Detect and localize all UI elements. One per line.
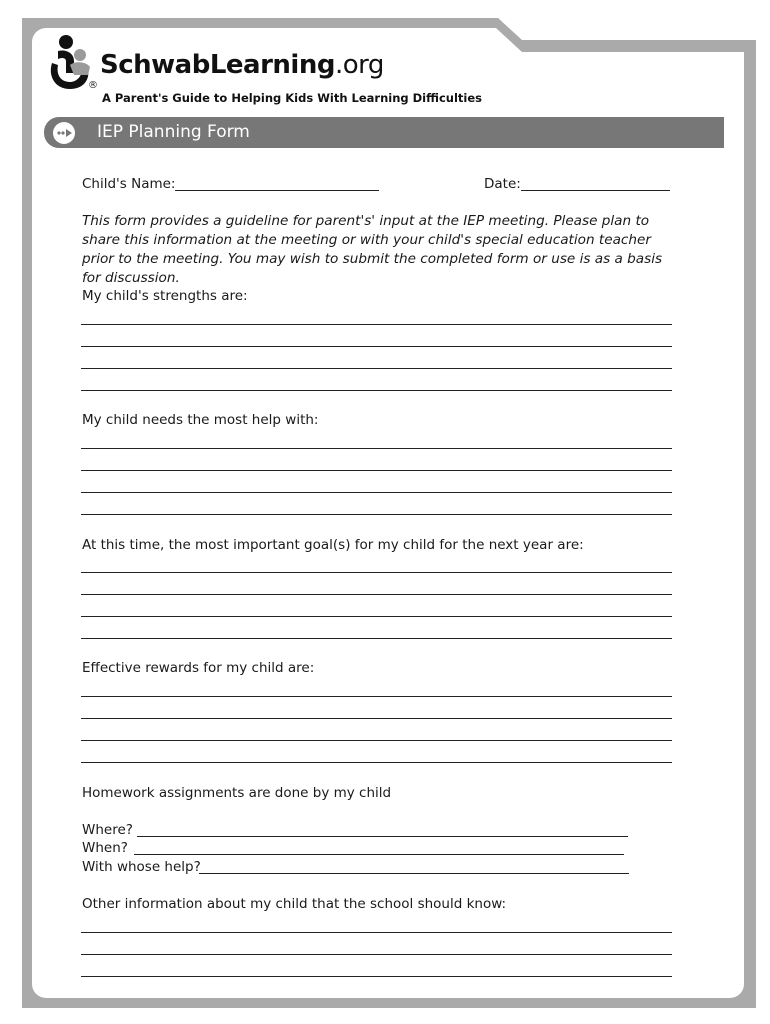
homework-label: Homework assignments are done by my child xyxy=(82,785,392,801)
whose-help-label: With whose help? xyxy=(82,859,201,875)
help-line[interactable] xyxy=(81,514,672,515)
help-line[interactable] xyxy=(81,492,672,493)
rewards-line[interactable] xyxy=(81,718,672,719)
speech-dots-icon xyxy=(52,121,76,145)
goals-line[interactable] xyxy=(81,616,672,617)
other-info-line[interactable] xyxy=(81,932,672,933)
help-line[interactable] xyxy=(81,470,672,471)
goals-line[interactable] xyxy=(81,594,672,595)
goals-label: At this time, the most important goal(s) for my child for the next year are: xyxy=(82,537,584,553)
page-title: IEP Planning Form xyxy=(97,122,250,142)
strengths-line[interactable] xyxy=(81,368,672,369)
strengths-label: My child's strengths are: xyxy=(82,288,248,304)
goals-line[interactable] xyxy=(81,638,672,639)
rewards-line[interactable] xyxy=(81,696,672,697)
goals-line[interactable] xyxy=(81,572,672,573)
rewards-line[interactable] xyxy=(81,762,672,763)
where-label: Where? xyxy=(82,822,133,838)
brand-name xyxy=(100,50,384,80)
strengths-line[interactable] xyxy=(81,390,672,391)
brand-name-bold: SchwabLearning xyxy=(100,50,335,80)
child-name-field[interactable] xyxy=(175,190,379,191)
rewards-label: Effective rewards for my child are: xyxy=(82,660,315,676)
strengths-line[interactable] xyxy=(81,324,672,325)
child-name-label: Child's Name: xyxy=(82,176,176,192)
form-sheet xyxy=(32,28,744,998)
whose-help-field[interactable] xyxy=(199,873,629,874)
date-label: Date: xyxy=(484,176,521,192)
strengths-line[interactable] xyxy=(81,346,672,347)
brand-name-suffix: .org xyxy=(334,50,384,80)
where-field[interactable] xyxy=(137,836,628,837)
other-info-line[interactable] xyxy=(81,976,672,977)
rewards-line[interactable] xyxy=(81,740,672,741)
date-field[interactable] xyxy=(521,190,670,191)
other-info-label: Other information about my child that the school should know: xyxy=(82,896,507,912)
when-label: When? xyxy=(82,840,128,856)
intro-paragraph: This form provides a guideline for parent's' input at the IEP meeting. Please plan to share this information at the meeting or with your child's special education teacher prior to the meeting. You may wish to submit the completed form or use is as a basis for discussion. xyxy=(82,213,663,286)
help-line[interactable] xyxy=(81,448,672,449)
when-field[interactable] xyxy=(134,854,624,855)
brand-tagline: A Parent's Guide to Helping Kids With Learning Difficulties xyxy=(102,91,482,105)
registered-mark: ® xyxy=(88,80,98,91)
other-info-line[interactable] xyxy=(81,954,672,955)
help-label: My child needs the most help with: xyxy=(82,412,319,428)
